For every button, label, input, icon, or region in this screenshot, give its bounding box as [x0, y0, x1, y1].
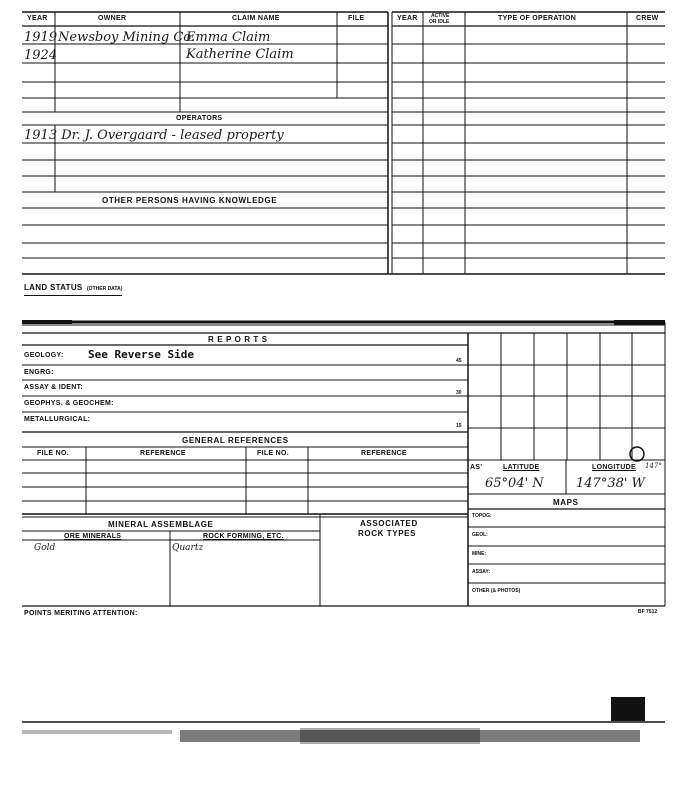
- grid-number-45: 45: [456, 358, 462, 364]
- maps-topog-label: TOPOG:: [472, 513, 492, 519]
- points-meriting-attention-title: POINTS MERITING ATTENTION:: [24, 610, 138, 617]
- rock-forming-value: Quartz: [172, 543, 204, 553]
- operators-entry: 1913 Dr. J. Overgaard - leased property: [24, 128, 284, 143]
- geophys-label: GEOPHYS. & GEOCHEM:: [24, 400, 114, 407]
- col-claim-name-header: CLAIM NAME: [232, 15, 280, 22]
- land-status-heading: [24, 277, 122, 296]
- geology-label: GEOLOGY:: [24, 352, 64, 359]
- mineral-assemblage-title: MINERAL ASSEMBLAGE: [108, 520, 214, 529]
- activity-year-header: YEAR: [397, 15, 418, 22]
- maps-title: MAPS: [553, 498, 579, 507]
- metallurgical-label: METALLURGICAL:: [24, 416, 91, 423]
- ore-minerals-label: ORE MINERALS: [64, 533, 122, 540]
- activity-crew-header: CREW: [636, 15, 659, 22]
- col-file-header: FILE: [348, 15, 365, 22]
- longitude-value: 147°38' W: [576, 476, 645, 491]
- form-code: BF 7512: [638, 609, 658, 615]
- ore-mineral-value: Gold: [34, 543, 56, 553]
- ref-file-no-header-2: FILE NO.: [257, 450, 289, 457]
- reports-title: R E P O R T S: [208, 335, 268, 344]
- land-status-subtitle: (OTHER DATA): [87, 286, 123, 292]
- maps-other-label: OTHER (& PHOTOS): [472, 588, 521, 594]
- associated-label: ASSOCIATED: [360, 519, 418, 528]
- geology-value: See Reverse Side: [88, 348, 194, 361]
- col-owner-header: OWNER: [98, 15, 127, 22]
- location-prefix: AS': [470, 464, 483, 471]
- longitude-note: 147°: [645, 462, 662, 470]
- owner-row-2-claim: Katherine Claim: [186, 47, 294, 62]
- longitude-label: LONGITUDE: [592, 464, 636, 471]
- owner-row-1-claim: Emma Claim: [186, 30, 271, 45]
- activity-idle-header: OR IDLE: [429, 19, 450, 25]
- rock-types-label: ROCK TYPES: [358, 529, 417, 538]
- col-year-header: YEAR: [27, 15, 48, 22]
- owner-row-2-year: 1924: [24, 48, 58, 63]
- ref-reference-header-1: REFERENCE: [140, 450, 186, 457]
- maps-geol-label: GEOL:: [472, 532, 488, 538]
- rock-forming-label: ROCK FORMING, ETC.: [203, 533, 284, 540]
- land-status-title: LAND STATUS: [24, 283, 83, 292]
- ref-file-no-header-1: FILE NO.: [37, 450, 69, 457]
- engrg-label: ENGRG:: [24, 369, 54, 376]
- ref-reference-header-2: REFERENCE: [361, 450, 407, 457]
- activity-active-header: ACTIVE: [431, 13, 450, 19]
- assay-label: ASSAY & IDENT:: [24, 384, 84, 391]
- knowledge-title: OTHER PERSONS HAVING KNOWLEDGE: [102, 196, 278, 205]
- general-references-title: GENERAL REFERENCES: [182, 436, 289, 445]
- activity-type-header: TYPE OF OPERATION: [498, 15, 577, 22]
- latitude-value: 65°04' N: [485, 476, 544, 491]
- operators-title: OPERATORS: [176, 115, 223, 122]
- owner-row-1-year: 1919: [24, 30, 58, 45]
- grid-number-15: 15: [456, 423, 462, 429]
- maps-assay-label: ASSAY:: [472, 569, 491, 575]
- owner-row-1-owner: Newsboy Mining Co.: [58, 30, 195, 45]
- latitude-label: LATITUDE: [503, 464, 540, 471]
- maps-mine-label: MINE:: [472, 551, 487, 557]
- grid-number-30: 30: [456, 390, 462, 396]
